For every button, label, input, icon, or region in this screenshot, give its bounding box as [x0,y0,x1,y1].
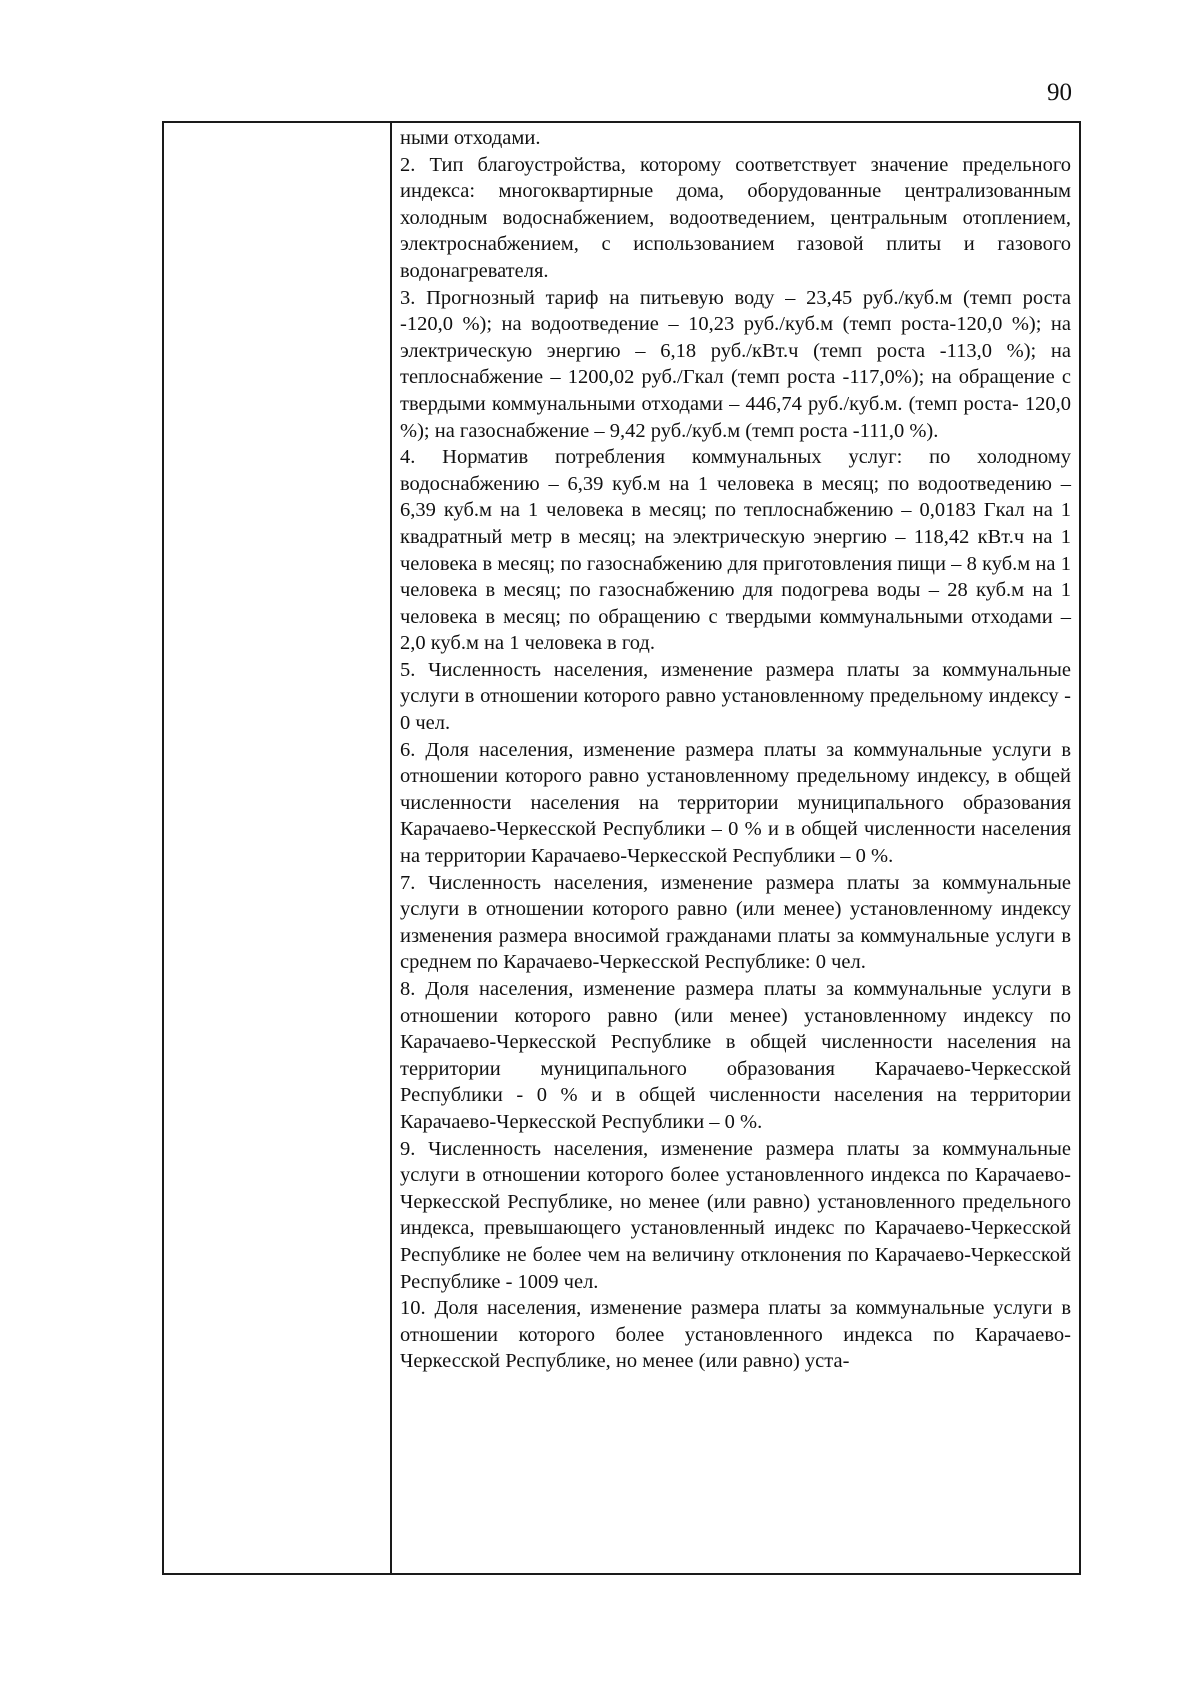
table-right-cell [392,123,1079,1573]
paragraph-item-5: 5. Численность населения, изменение размера платы за коммунальные услуги в отношении которого равно установленному предельному индексу - 0 чел. [400,658,1071,735]
page-number: 90 [1047,79,1072,106]
paragraph-item-8: 8. Доля населения, изменение размера платы за коммунальные услуги в отношении которого равно (или менее) установленному индексу по Карачаево-Черкесской Республике в общей численности населения на территории муниципального образования Карачаево-Черкесской Республики - 0 % и в общей численности населения на территории Карачаево-Черкесской Республики – 0 %. [400,978,1071,1133]
paragraph-item-9: 9. Численность населения, изменение размера платы за коммунальные услуги в отношении которого более установленного индекса по Карачаево-Черкесской Республике, но менее (или равно) установленного предельного индекса, превышающего установленный индекс по Карачаево-Черкесской Республике не более чем на величину отклонения по Карачаево-Черкесской Республике - 1009 чел. [400,1137,1071,1293]
table-left-cell [164,123,392,1573]
paragraph-item-4: 4. Норматив потребления коммунальных услуг: по холодному водоснабжению – 6,39 куб.м на 1 человека в месяц; по водоотведению – 6,39 куб.м на 1 человека в месяц; по теплоснабжению – 0,0183 Гкал на 1 квадратный метр в месяц; на электрическую энергию – 118,42 кВт.ч на 1 человека в месяц; по газоснабжению для приготовления пищи – 8 куб.м на 1 человека в месяц; по газоснабжению для подогрева воды – 28 куб.м на 1 человека в месяц; по обращению с твердыми коммунальными отходами – 2,0 куб.м на 1 человека в год. [400,446,1071,655]
paragraph-item-6: 6. Доля населения, изменение размера платы за коммунальные услуги в отношении которого равно установленному предельному индексу, в общей численности населения на территории муниципального образования Карачаево-Черкесской Республики – 0 % и в общей численности населения на территории Карачаево-Черкесской Республики – 0 %. [400,738,1071,868]
paragraph-continuation: ными отходами. [400,127,541,149]
paragraph-item-7: 7. Численность населения, изменение размера платы за коммунальные услуги в отношении которого равно (или менее) установленному индексу изменения размера вносимой гражданами платы за коммунальные услуги в среднем по Карачаево-Черкесской Республике: 0 чел. [400,871,1071,974]
paragraph-item-2: 2. Тип благоустройства, которому соответствует значение предельного индекса: многоквартирные дома, оборудованные централизованным холодным водоснабжением, водоотведением, центральным отоплением, электроснабжением, с использованием газовой плиты и газового водонагревателя. [400,153,1071,282]
paragraph-item-10: 10. Доля населения, изменение размера платы за коммунальные услуги в отношении которого более установленного индекса по Карачаево-Черкесской Республике, но менее (или равно) уста- [400,1297,1071,1373]
paragraph-item-3: 3. Прогнозный тариф на питьевую воду – 23,45 руб./куб.м (темп роста -120,0 %); на водоотведение – 10,23 руб./куб.м (темп роста-120,0 %); на электрическую энергию – 6,18 руб./кВт.ч (темп роста -113,0 %); на теплоснабжение – 1200,02 руб./Гкал (темп роста -117,0%); на обращение с твердыми коммунальными отходами – 446,74 руб./куб.м. (темп роста- 120,0 %); на газоснабжение – 9,42 руб./куб.м (темп роста -111,0 %). [400,286,1071,442]
document-table [162,121,1081,1575]
